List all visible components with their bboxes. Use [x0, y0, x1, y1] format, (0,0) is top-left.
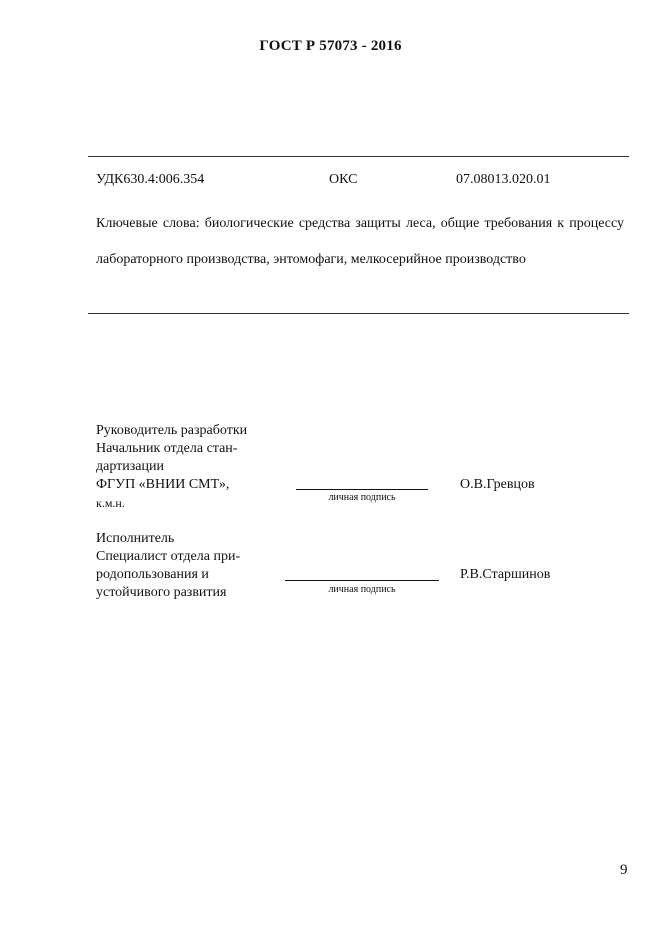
- role-line: ФГУП «ВНИИ СМТ»,: [96, 477, 230, 492]
- oks-label: ОКС: [329, 172, 358, 187]
- role-line: устойчивого развития: [96, 585, 227, 600]
- signature-role-1: [96, 422, 286, 512]
- signatory-name-1: О.В.Гревцов: [460, 477, 535, 492]
- role-line: Руководитель разработки: [96, 423, 248, 438]
- top-divider: [88, 156, 629, 157]
- udc-code: УДК630.4:006.354: [96, 172, 205, 187]
- signature-role-2: [96, 530, 286, 602]
- signature-line-2: [285, 580, 439, 581]
- signature-line-1: [296, 489, 428, 490]
- role-line: Специалист отдела при-: [96, 549, 241, 564]
- keywords-paragraph: Ключевые слова: биологические средства защиты леса, общие требования к процессу лабораторного производства, энтомофаги, мелкосерийное производство: [96, 216, 624, 267]
- document-header-title: ГОСТ Р 57073 - 2016: [259, 38, 402, 54]
- oks-code: 07.08013.020.01: [456, 172, 551, 187]
- role-line: к.м.н.: [96, 496, 125, 510]
- role-line: дартизации: [96, 459, 164, 474]
- page-number: 9: [620, 862, 628, 878]
- signature-caption-2: личная подпись: [328, 584, 396, 595]
- role-line: Исполнитель: [96, 531, 175, 546]
- signature-caption-1: личная подпись: [328, 492, 396, 503]
- bottom-divider: [88, 313, 629, 314]
- role-line: Начальник отдела стан-: [96, 441, 238, 456]
- role-line: родопользования и: [96, 567, 209, 582]
- signatory-name-2: Р.В.Старшинов: [460, 567, 551, 582]
